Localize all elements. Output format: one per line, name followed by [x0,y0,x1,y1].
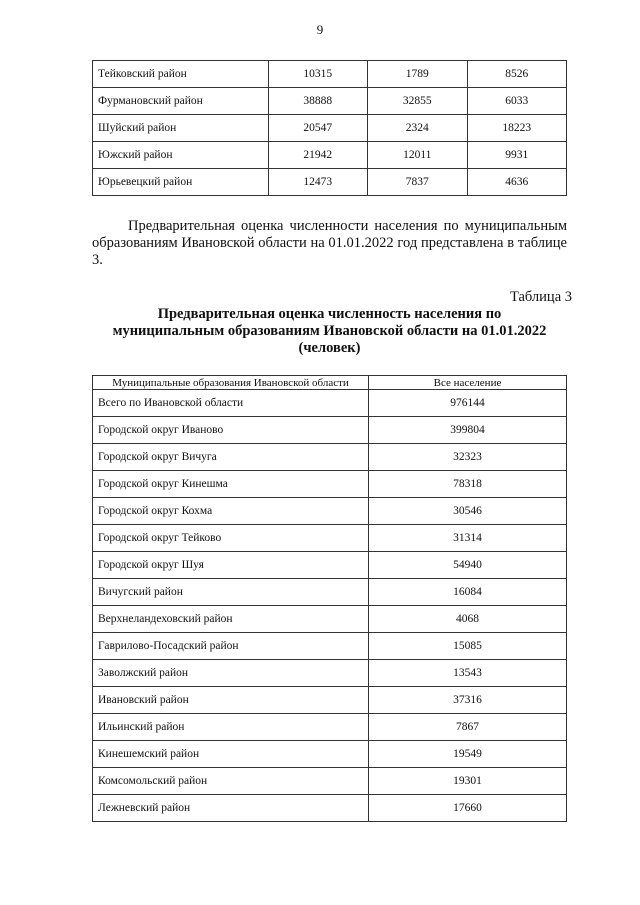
cell-value: 32855 [368,88,467,115]
municipality-name: Городской округ Иваново [93,417,369,444]
population-value: 37316 [369,687,567,714]
table-row [93,768,567,795]
intro-paragraph [92,218,567,269]
population-value: 976144 [369,390,567,417]
municipality-name: Ильинский район [93,714,369,741]
table-label: Таблица 3 [509,289,572,305]
table-row [93,142,567,169]
table-row [93,579,567,606]
population-value: 19301 [369,768,567,795]
municipality-name: Заволжский район [93,660,369,687]
municipality-name: Верхнеландеховский район [93,606,369,633]
column-header: Все население [369,376,567,390]
table-row [93,115,567,142]
population-value: 78318 [369,471,567,498]
cell-value: 2324 [368,115,467,142]
cell-value: 9931 [467,142,567,169]
table-row [93,687,567,714]
population-value: 32323 [369,444,567,471]
municipality-name: Вичугский район [93,579,369,606]
table-title-line: муниципальным образованиям Ивановской области на 01.01.2022 [112,323,547,339]
population-value: 399804 [369,417,567,444]
table-row [93,525,567,552]
population-table [92,375,567,822]
municipality-name: Городской округ Вичуга [93,444,369,471]
table-title-line: (человек) [298,340,361,356]
row-name: Фурмановский район [93,88,269,115]
municipality-name: Всего по Ивановской области [93,390,369,417]
table-title [92,306,567,357]
table-row [93,88,567,115]
row-name: Юрьевецкий район [93,169,269,196]
population-value: 30546 [369,498,567,525]
row-name: Южский район [93,142,269,169]
table-row [93,417,567,444]
municipality-name: Гаврилово-Посадский район [93,633,369,660]
previous-table-continuation [92,60,567,196]
cell-value: 12011 [368,142,467,169]
table-row [93,471,567,498]
population-value: 19549 [369,741,567,768]
table-row [93,741,567,768]
row-name: Тейковский район [93,61,269,88]
table-row [93,390,567,417]
municipality-name: Городской округ Шуя [93,552,369,579]
table-row [93,606,567,633]
municipality-name: Комсомольский район [93,768,369,795]
population-value: 16084 [369,579,567,606]
table-row [93,552,567,579]
municipality-name: Городской округ Тейково [93,525,369,552]
population-value: 15085 [369,633,567,660]
table-row [93,660,567,687]
cell-value: 7837 [368,169,467,196]
municipality-name: Городской округ Кохма [93,498,369,525]
cell-value: 1789 [368,61,467,88]
population-value: 31314 [369,525,567,552]
cell-value: 38888 [268,88,367,115]
population-value: 54940 [369,552,567,579]
population-value: 17660 [369,795,567,822]
table-row [93,714,567,741]
municipality-name: Городской округ Кинешма [93,471,369,498]
cell-value: 12473 [268,169,367,196]
table-row [93,633,567,660]
cell-value: 18223 [467,115,567,142]
cell-value: 6033 [467,88,567,115]
row-name: Шуйский район [93,115,269,142]
table-row [93,61,567,88]
cell-value: 4636 [467,169,567,196]
cell-value: 20547 [268,115,367,142]
population-value: 4068 [369,606,567,633]
municipality-name: Лежневский район [93,795,369,822]
cell-value: 8526 [467,61,567,88]
population-value: 7867 [369,714,567,741]
table-row [93,498,567,525]
municipality-name: Кинешемский район [93,741,369,768]
column-header: Муниципальные образования Ивановской области [93,376,369,390]
table-header-row [93,376,567,390]
municipality-name: Ивановский район [93,687,369,714]
cell-value: 21942 [268,142,367,169]
page-number: 9 [316,22,324,37]
table-row [93,795,567,822]
cell-value: 10315 [268,61,367,88]
population-value: 13543 [369,660,567,687]
intro-paragraph-text: Предварительная оценка численности населения по муниципальным образованиям Ивановской области на 01.01.2022 год представлена в таблице 3. [92,218,567,268]
table-title-line: Предварительная оценка численность населения по [157,306,502,322]
table-row [93,169,567,196]
table-row [93,444,567,471]
